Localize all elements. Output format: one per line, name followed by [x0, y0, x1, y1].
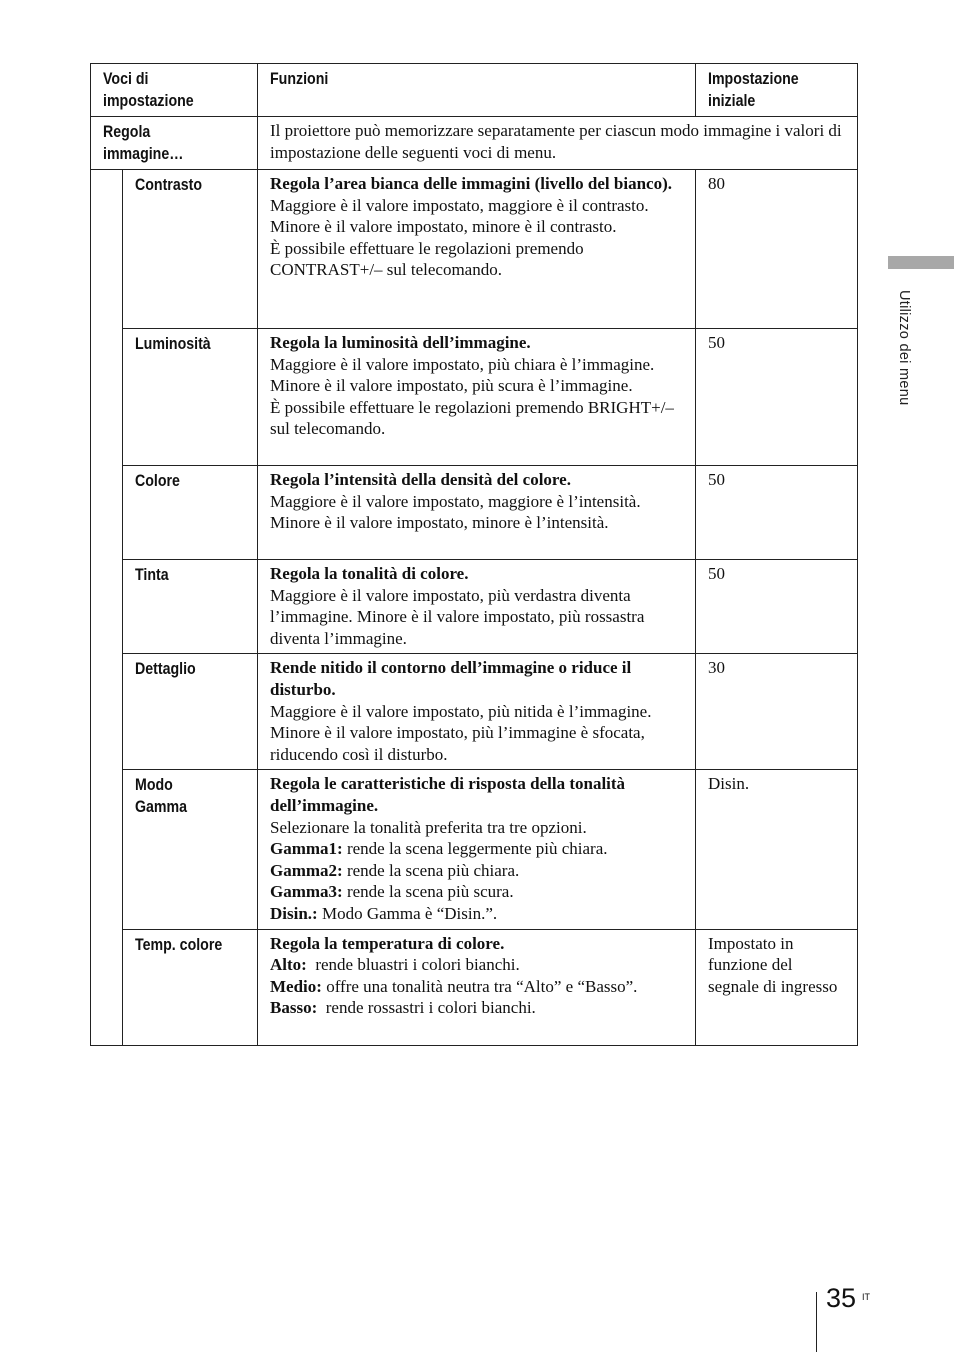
item-default-value: Disin.	[708, 774, 750, 794]
item-function-text: Maggiore è il valore impostato, più chiara è l’immagine. Minore è il valore impostato, più scura è l’immagine.	[270, 354, 655, 396]
item-default-value-cell	[696, 770, 858, 929]
item-option-text: rende la scena leggermente più chiara.	[342, 839, 608, 859]
item-default-value-cell	[696, 466, 858, 560]
side-tab-label: Utilizzo dei menu	[896, 290, 912, 406]
item-option-key: Alto:	[270, 955, 307, 975]
item-default-value-cell	[696, 654, 858, 770]
item-function-cell	[258, 329, 696, 466]
item-label-cell	[123, 329, 258, 466]
item-function-cell	[258, 770, 696, 929]
table-row	[91, 560, 858, 654]
page-number-rule	[816, 1292, 817, 1352]
item-function-title: Rende nitido il contorno dell’immagine o riduce il disturbo.	[270, 658, 632, 699]
item-option-text: offre una tonalità neutra tra “Alto” e “Basso”.	[321, 976, 638, 996]
item-function-title: Regola l’intensità della densità del colore.	[270, 470, 571, 489]
item-label: Colore	[135, 472, 180, 490]
item-function-text: Maggiore è il valore impostato, più nitida è l’immagine. Minore è il valore impostato, più l’immagine è sfocata, riducendo così il disturbo.	[270, 701, 652, 764]
item-function-text: Maggiore è il valore impostato, più verdastra diventa l’immagine. Minore è il valore impostato, più rossastra diventa l’immagine.	[270, 585, 645, 648]
table-row	[91, 654, 858, 770]
item-option-text: Modo Gamma è “Disin.”.	[317, 903, 498, 923]
item-function-cell	[258, 170, 696, 329]
item-default-value-cell	[696, 560, 858, 654]
group-label-cell	[91, 117, 258, 170]
item-option	[270, 860, 683, 882]
table-row	[91, 770, 858, 929]
item-function-title: Regola la tonalità di colore.	[270, 564, 469, 583]
item-label-cell	[123, 170, 258, 329]
item-option-text: rende la scena più scura.	[342, 882, 514, 902]
table-header-row	[91, 64, 858, 117]
item-function-cell	[258, 654, 696, 770]
table-row	[91, 170, 858, 329]
item-function-title: Regola la luminosità dell’immagine.	[270, 333, 531, 352]
item-label: Contrasto	[135, 176, 203, 194]
item-default-value-cell	[696, 329, 858, 466]
item-option	[270, 881, 683, 903]
page-number: 35	[826, 1283, 857, 1313]
item-option-key: Disin.:	[270, 903, 318, 923]
item-default-value: 80	[708, 174, 725, 193]
item-label-cell	[123, 929, 258, 1045]
indent-cell	[91, 170, 123, 1046]
item-default-value: 50	[708, 564, 725, 583]
group-label: Regola immagine…	[103, 123, 184, 163]
item-label: Modo Gamma	[135, 776, 188, 817]
item-function-cell	[258, 466, 696, 560]
item-option	[270, 903, 683, 925]
item-default-value: 50	[708, 470, 725, 489]
item-function-text: Maggiore è il valore impostato, maggiore è l’intensità. Minore è il valore impostato, minore è l’intensità.	[270, 491, 641, 533]
item-function-text: È possibile effettuare le regolazioni premendo BRIGHT+/– sul telecomando.	[270, 397, 674, 439]
item-label: Tinta	[135, 566, 169, 584]
item-function-cell	[258, 929, 696, 1045]
item-option	[270, 838, 683, 860]
item-function-text: Maggiore è il valore impostato, maggiore è il contrasto. Minore è il valore impostato, minore è il contrasto.	[270, 195, 649, 237]
item-function-title: Regola la temperatura di colore.	[270, 933, 505, 953]
item-label-cell	[123, 654, 258, 770]
group-description: Il proiettore può memorizzare separatamente per ciascun modo immagine i valori di impostazione delle seguenti voci di menu.	[270, 121, 842, 162]
group-description-cell	[258, 117, 858, 170]
item-option-key: Medio:	[270, 976, 322, 996]
header-voci	[91, 64, 258, 117]
item-function-cell	[258, 560, 696, 654]
table-row	[91, 929, 858, 1045]
item-option-text: rende bluastri i colori bianchi.	[306, 955, 520, 975]
item-label-cell	[123, 560, 258, 654]
page-language: IT	[862, 1292, 870, 1302]
item-option-text: rende la scena più chiara.	[342, 860, 520, 880]
group-row	[91, 117, 858, 170]
table-row	[91, 329, 858, 466]
item-default-value-cell	[696, 929, 858, 1045]
item-option-key: Gamma2:	[270, 860, 343, 880]
item-function-title: Regola l’area bianca delle immagini (livello del bianco).	[270, 174, 672, 193]
item-option	[270, 954, 683, 976]
header-funzioni	[258, 64, 696, 117]
item-label: Dettaglio	[135, 660, 196, 679]
item-function-title: Regola le caratteristiche di risposta della tonalità dell’immagine.	[270, 774, 626, 815]
header-impostazione	[696, 64, 858, 117]
item-label-cell	[123, 770, 258, 929]
item-function-text: È possibile effettuare le regolazioni premendo CONTRAST+/– sul telecomando.	[270, 238, 584, 280]
item-default-value-cell	[696, 170, 858, 329]
table-row	[91, 466, 858, 560]
item-default-value: Impostato in funzione del segnale di ingresso	[708, 933, 838, 996]
item-option-key: Basso:	[270, 998, 318, 1018]
item-label: Luminosità	[135, 335, 211, 353]
side-tab-bar	[888, 256, 954, 269]
item-option-key: Gamma1:	[270, 839, 343, 859]
item-default-value: 30	[708, 658, 725, 678]
item-option-text: rende rossastri i colori bianchi.	[317, 998, 536, 1018]
settings-table-body	[91, 64, 858, 1046]
item-option	[270, 997, 683, 1019]
item-label: Temp. colore	[135, 935, 223, 954]
item-option-key: Gamma3:	[270, 882, 343, 902]
item-label-cell	[123, 466, 258, 560]
item-function-text: Selezionare la tonalità preferita tra tre opzioni.	[270, 817, 587, 837]
header-voci-label: Voci di impostazione	[103, 70, 194, 110]
settings-table	[90, 63, 858, 1046]
header-impostazione-label: Impostazione iniziale	[708, 70, 799, 110]
header-funzioni-label: Funzioni	[270, 70, 329, 88]
item-option	[270, 976, 683, 998]
item-default-value: 50	[708, 333, 725, 352]
